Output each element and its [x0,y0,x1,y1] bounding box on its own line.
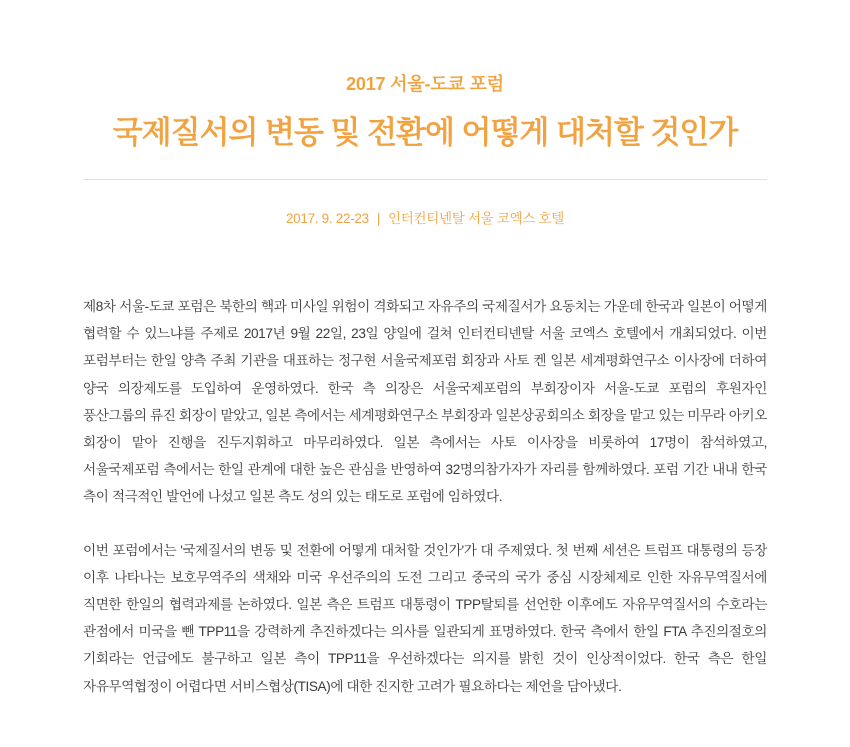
event-venue: 인터컨티넨탈 서울 코엑스 호텔 [388,211,565,227]
page-title: 국제질서의 변동 및 전환에 어떻게 대처할 것인가 [112,115,738,151]
meta-separator: | [376,211,381,227]
event-date: 2017. 9. 22-23 [285,211,369,227]
body-paragraph: 제8차 서울-도쿄 포럼은 북한의 핵과 미사일 위험이 격화되고 자유주의 국제질서가 요동치는 가운데 한국과 일본이 어떻게 협력할 수 있느냐를 주제로 2017년 9월 22일, 23일 양일에 걸쳐 인터컨티넨탈 서울 코엑스 호텔에서 개최되었다. 이번 포럼부터는 한일 양측 주최 기관을 대표하는 정구현 서울국제포럼 회장과 사토 켄 일본 세계평화연구소 이사장에 더하여 양국 의장제도를 도입하여 운영하였다. 한국 측 의장은 서울국제포럼의 부회장이자 서울-도쿄 포럼의 후원자인 풍산그룹의 류진 회장이 맡았고, 일본 측에서는 세계평화연구소 부회장과 일본상공회의소 회장을 맡고 있는 미무라 아키오 회장이 맡아 진행을 진두지휘하고 마무리하였다. 일본 측에서는 사토 이사장을 비롯하여 17명이 참석하였고, 서울국제포럼 측에서는 한일 관계에 대한 높은 관심을 반영하여 32명의참가자가 자리를 함께하였다. 포럼 기간 내내 한국 측이 적극적인 발언에 나섰고 일본 측도 성의 있는 태도로 포럼에 임하였다. [83,299,767,505]
event-meta [0,207,850,227]
document-header [0,0,850,153]
document-body [83,227,767,699]
forum-name: 2017 서울-도쿄 포럼 [346,74,504,94]
header-divider-wrap [0,179,850,180]
body-paragraph: 이번 포럼에서는 '국제질서의 변동 및 전환에 어떻게 대처할 것인가'가 대 주제였다. 첫 번째 세션은 트럼프 대통령의 등장 이후 나타나는 보호무역주의 색채와 미국 우선주의의 도전 그리고 중국의 국가 중심 시장체제로 인한 자유무역질서에 직면한 한일의 협력과제를 논하였다. 일본 측은 트럼프 대통령이 TPP탈퇴를 선언한 이후에도 자유무역질서의 수호라는 관점에서 미국을 뺀 TPP11을 강력하게 추진하겠다는 의사를 일관되게 표명하였다. 한국 측에서 한일 FTA 추진의절호의 기회라는 언급에도 불구하고 일본 측이 TPP11을 우선하겠다는 의지를 밝힌 것이 인상적이었다. 한국 측은 한일 자유무역협정이 어렵다면 서비스협상(TISA)에 대한 진지한 고려가 필요하다는 제언을 담아냈다. [83,542,768,694]
header-divider [83,179,767,180]
